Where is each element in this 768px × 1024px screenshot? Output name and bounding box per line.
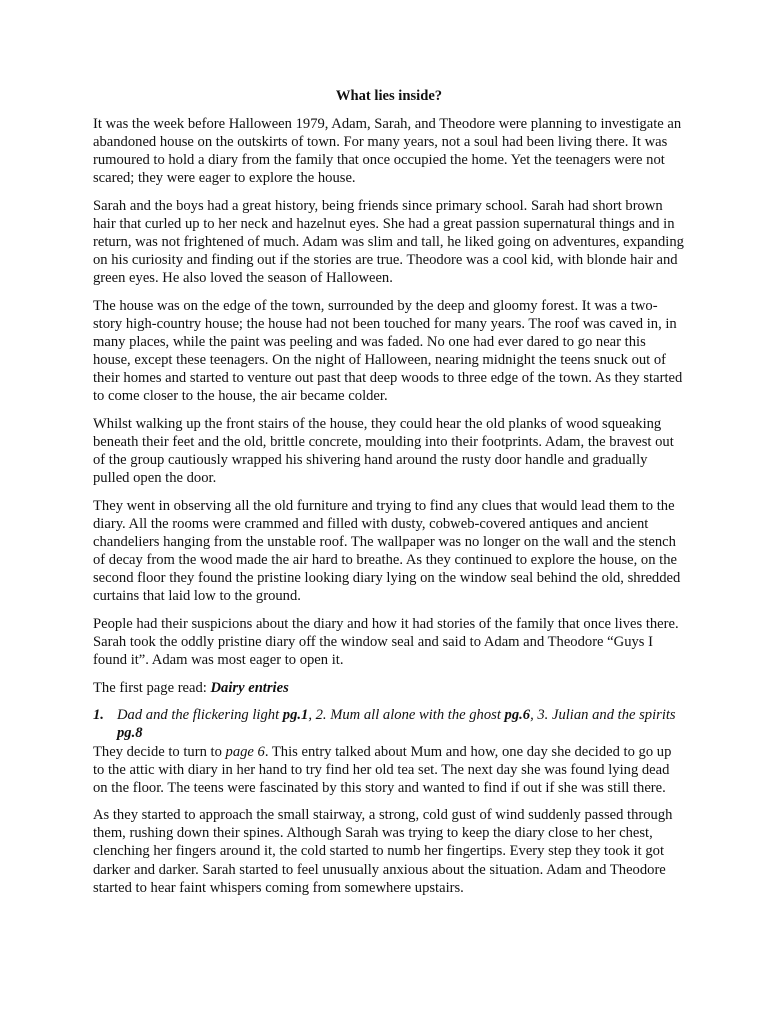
paragraph-8 xyxy=(93,743,685,797)
paragraph-8-rest: . This entry talked about Mum and how, one day she decided to go up to the attic with diary in her hand to try find her old tea set. The next day she was found lying dead on the floor. The teens were fascinated by this story and wanted to find if out if she was still there. xyxy=(93,743,672,796)
paragraph-4: Whilst walking up the front stairs of the house, they could hear the old planks of wood squeaking beneath their feet and the old, brittle concrete, moulding into their footprints. Adam, the bravest out of the group cautiously wrapped his shivering hand around the rusty door handle and gradually pulled open the door. xyxy=(93,416,674,487)
page-6-reference: page 6 xyxy=(225,743,265,760)
entry-3-title: , 3. Julian and the spirits xyxy=(530,707,676,724)
entry-2-title: , 2. Mum all alone with the ghost xyxy=(308,707,505,724)
entry-1-title: Dad and the flickering light xyxy=(117,707,283,724)
document-page xyxy=(93,87,685,906)
paragraph-8-start: They decide to turn to xyxy=(93,743,226,760)
diary-entries-list xyxy=(93,706,685,742)
first-page-prefix: The first page read: xyxy=(93,679,211,696)
entry-1-page: pg.1 xyxy=(282,707,309,724)
paragraph-2: Sarah and the boys had a great history, being friends since primary school. Sarah had short brown hair that curled up to her neck and hazelnut eyes. She had a great passion supernatural things and in return, was not frightened of much. Adam was slim and tall, he liked going on adventures, expanding on his curiosity and finding out if the stories are true. Theodore was a cool kid, with blonde hair and green eyes. He also loved the season of Halloween. xyxy=(93,197,684,287)
paragraph-9: As they started to approach the small stairway, a strong, cold gust of wind suddenly passed through them, rushing down their spines. Although Sarah was trying to keep the diary close to her chest, clenching her fingers around it, the cold started to numb her fingertips. Every step they took it got darker and darker. Sarah started to feel unusually anxious about the situation. Adam and Theodore started to hear faint whispers coming from somewhere upstairs. xyxy=(93,807,673,896)
document-title: What lies inside? xyxy=(335,88,443,104)
diary-entries-heading: Dairy entries xyxy=(210,679,289,696)
paragraph-6: People had their suspicions about the diary and how it had stories of the family that once lives there. Sarah took the oddly pristine diary off the window seal and said to Adam and Theodore “Guys I found it”. Adam was most eager to open it. xyxy=(93,615,679,669)
entry-3-page: pg.8 xyxy=(117,725,143,742)
paragraph-1: It was the week before Halloween 1979, Adam, Sarah, and Theodore were planning to investigate an abandoned house on the outskirts of town. For many years, not a soul had been living there. It was rumoured to hold a diary from the family that once occupied the home. Yet the teenagers were not scared; they were eager to explore the house. xyxy=(93,116,682,187)
list-number: 1. xyxy=(93,707,104,724)
paragraph-3: The house was on the edge of the town, surrounded by the deep and gloomy forest. It was a two-story high-country house; the house had not been touched for many years. The roof was caved in, in many places, while the paint was peeling and was faded. No one had ever dared to go near this house, except these teenagers. On the night of Halloween, nearing midnight the teens snuck out of their homes and started to venture out past that deep woods to three edge of the town. As they started to come closer to the house, the air became colder. xyxy=(93,297,683,405)
first-page-line xyxy=(93,679,685,697)
paragraph-5: They went in observing all the old furniture and trying to find any clues that would lead them to the diary. All the rooms were crammed and filled with dusty, cobweb-covered antiques and ancient chandeliers hanging from the unstable roof. The wallpaper was no longer on the wall and the stench of decay from the wood made the air hard to breathe. As they continued to explore the house, on the second floor they found the pristine looking diary lying on the window seal behind the old, shredded curtains that laid low to the ground. xyxy=(93,497,681,605)
entry-2-page: pg.6 xyxy=(504,707,531,724)
